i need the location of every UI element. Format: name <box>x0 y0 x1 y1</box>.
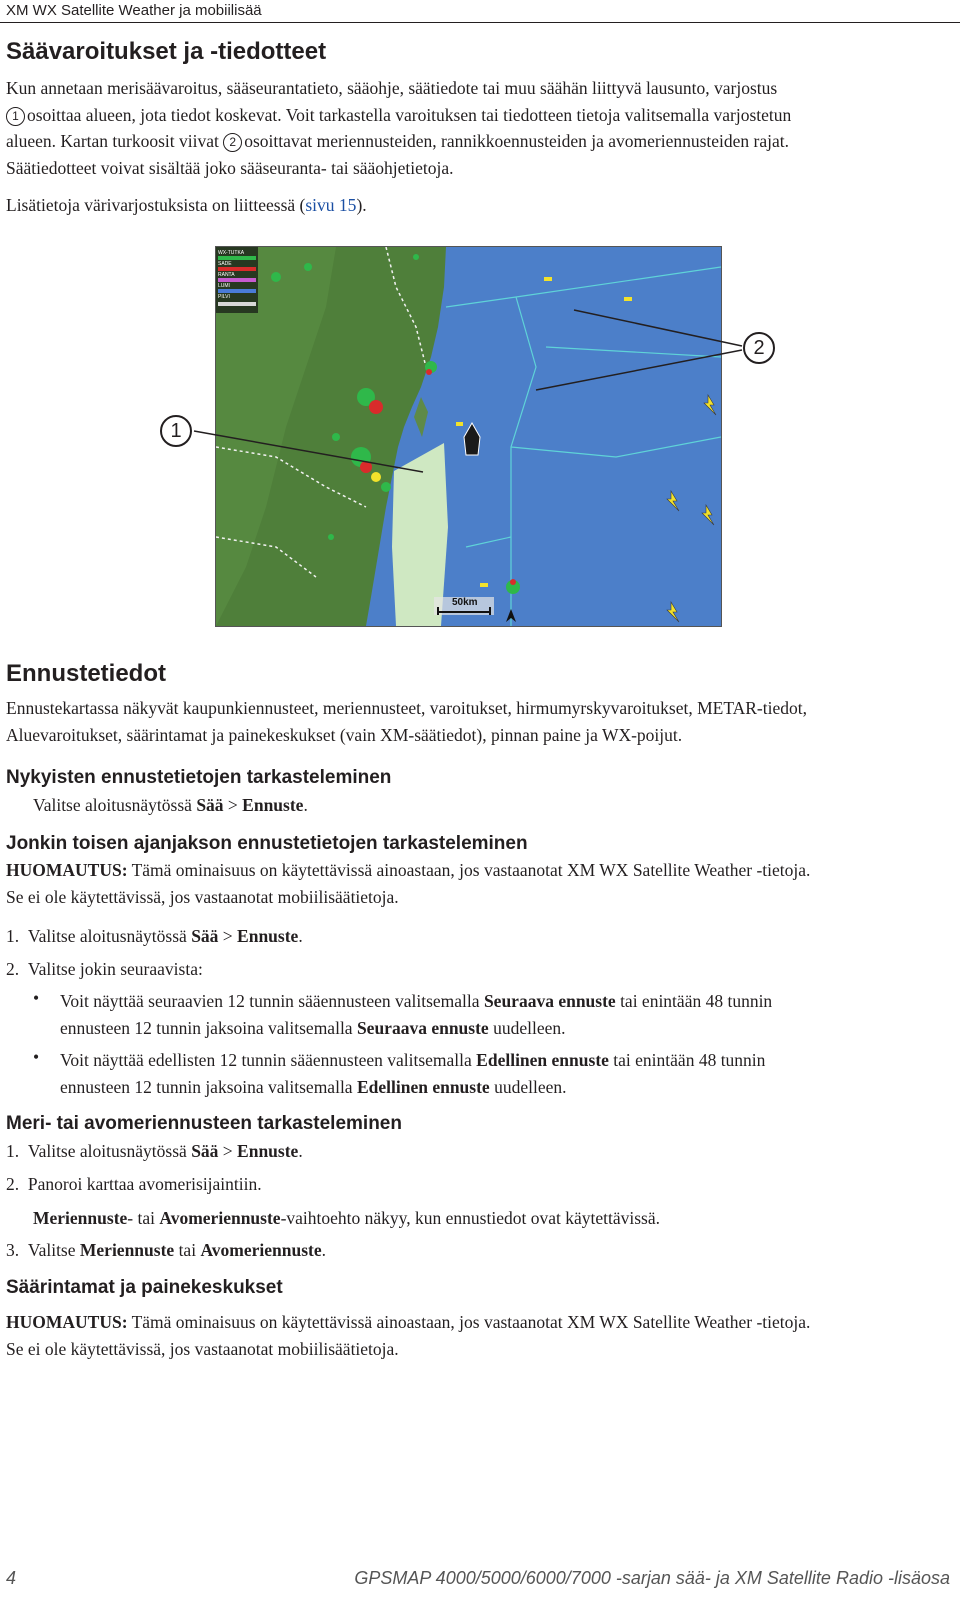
legend-label: LUMI <box>218 283 230 289</box>
text: ennusteen 12 tunnin jaksoina valitsemalla <box>60 1076 357 1097</box>
note-xm-only <box>6 1309 951 1362</box>
bullet-line <box>60 1074 950 1101</box>
text: Valitse <box>27 1240 80 1260</box>
option-seuraava-ennuste: Seuraava ennuste <box>483 991 616 1011</box>
menu-ennuste: Ennuste <box>242 795 304 815</box>
note-line <box>6 1309 951 1336</box>
menu-saa: Sää <box>191 1141 219 1161</box>
legend-label: SADE <box>218 261 232 267</box>
para-line <box>6 128 951 155</box>
step-2 <box>6 1171 262 1198</box>
callout-1-figure: 1 <box>160 415 192 447</box>
text: uudelleen. <box>488 1017 566 1038</box>
text: Voit näyttää seuraavien 12 tunnin sääennusteen valitsemalla <box>60 991 484 1011</box>
scale-label: 50km <box>452 597 478 608</box>
text: . <box>298 926 303 946</box>
page-number: 4 <box>6 1568 17 1588</box>
para-line-text: osoittaa alueen, jota tiedot koskevat. Voit tarkastella varoituksen tai tiedotteen tietoja valitsemalla varjostetun <box>27 104 792 125</box>
heading-meri-avomeri: Meri- tai avomeriennusteen tarkasteleminen <box>6 1113 402 1134</box>
step-note <box>33 1205 660 1232</box>
step-number: 1. <box>6 926 20 946</box>
note-label: HUOMAUTUS: <box>6 860 128 880</box>
separator: > <box>218 926 238 946</box>
para-line <box>6 102 951 129</box>
para-line: Kun annetaan merisäävaroitus, sääseurantatieto, sääohje, säätiedote tai muu säähän liittyvä lausunto, varjostus <box>6 78 778 98</box>
option-edellinen-ennuste: Edellinen ennuste <box>356 1076 490 1097</box>
text: Valitse jokin seuraavista: <box>27 959 203 979</box>
separator: > <box>223 795 243 815</box>
callout-2-inline: 2 <box>223 133 242 152</box>
option-meriennuste: Meriennuste <box>79 1240 175 1260</box>
callout-2-figure: 2 <box>743 332 775 364</box>
step-number: 2. <box>6 1174 20 1194</box>
option-meriennuste: Meriennuste <box>33 1208 128 1228</box>
option-edellinen-ennuste: Edellinen ennuste <box>476 1050 609 1070</box>
para-line-text: osoittavat meriennusteiden, rannikkoennusteiden ja avomeriennusteiden rajat. <box>244 131 789 151</box>
bullet-line <box>60 1015 950 1042</box>
heading-saavaroitukset: Säävaroitukset ja -tiedotteet <box>6 38 327 65</box>
separator: > <box>218 1141 238 1161</box>
callout-1-inline: 1 <box>6 107 25 126</box>
text: . <box>298 1141 303 1161</box>
note-label: HUOMAUTUS: <box>6 1312 128 1332</box>
bullet-line <box>60 1047 950 1074</box>
heading-nykyisten: Nykyisten ennustetietojen tarkasteleminen <box>6 767 392 788</box>
running-header <box>0 0 960 23</box>
header-title: XM WX Satellite Weather ja mobiilisää <box>6 2 262 19</box>
text: tai <box>174 1240 201 1260</box>
text: tai enintään 48 tunnin <box>608 1050 766 1070</box>
instruction-current-forecast <box>33 792 308 819</box>
bullet-next-forecast <box>60 988 950 1041</box>
menu-saa: Sää <box>196 795 224 815</box>
step-1 <box>6 1138 303 1165</box>
option-seuraava-ennuste: Seuraava ennuste <box>356 1017 489 1038</box>
text: Panoroi karttaa avomerisijaintiin. <box>27 1174 262 1194</box>
para-line: Aluevaroitukset, säärintamat ja painekeskukset (vain XM-säätiedot), pinnan paine ja WX-poijut. <box>6 724 683 745</box>
heading-ennustetiedot: Ennustetiedot <box>6 660 166 687</box>
text: tai enintään 48 tunnin <box>615 991 773 1011</box>
paragraph-forecast <box>6 695 951 748</box>
heading-jonkin-toisen: Jonkin toisen ajanjakson ennustetietojen tarkasteleminen <box>6 833 528 854</box>
option-avomeriennuste: Avomeriennuste <box>159 1208 281 1228</box>
appendix-text-end: ). <box>356 195 367 215</box>
text: uudelleen. <box>489 1076 567 1097</box>
step-number: 1. <box>6 1141 20 1161</box>
legend-label: WX-TUTKA <box>218 250 245 256</box>
bullet-mark: • <box>33 1047 40 1067</box>
bullet-line <box>60 988 950 1015</box>
para-line-text: alueen. Kartan turkoosit viivat <box>6 131 219 151</box>
text: . <box>303 795 308 815</box>
text: Valitse aloitusnäytössä <box>33 795 197 815</box>
legend-label: PILVI <box>218 294 230 300</box>
note-xm-only <box>6 857 951 910</box>
step-number: 3. <box>6 1240 20 1260</box>
text: Valitse aloitusnäytössä <box>27 926 192 946</box>
text: Valitse aloitusnäytössä <box>27 1141 192 1161</box>
text: -vaihtoehto näkyy, kun ennustiedot ovat käytettävissä. <box>280 1208 660 1228</box>
text: Voit näyttää edellisten 12 tunnin sääennusteen valitsemalla <box>60 1050 477 1070</box>
menu-saa: Sää <box>191 926 219 946</box>
menu-ennuste: Ennuste <box>237 926 299 946</box>
para-line: Ennustekartassa näkyvät kaupunkiennusteet, meriennusteet, varoitukset, hirmumyrskyvaroitukset, METAR-tiedot, <box>6 698 807 718</box>
step-3 <box>6 1237 326 1264</box>
text: . <box>321 1240 326 1260</box>
text: ennusteen 12 tunnin jaksoina valitsemalla <box>60 1017 357 1038</box>
page-link[interactable]: sivu 15 <box>305 195 357 215</box>
note-line: Se ei ole käytettävissä, jos vastaanotat mobiilisäätietoja. <box>6 886 399 907</box>
paragraph-see-appendix <box>6 192 367 219</box>
footer-doc-title: GPSMAP 4000/5000/6000/7000 -sarjan sää- ja XM Satellite Radio -lisäosa <box>354 1568 950 1588</box>
step-2 <box>6 956 203 983</box>
appendix-text: Lisätietoja värivarjostuksista on liitteessä ( <box>6 195 306 215</box>
step-number: 2. <box>6 959 20 979</box>
menu-ennuste: Ennuste <box>237 1141 299 1161</box>
bullet-prev-forecast <box>60 1047 950 1100</box>
legend-label: RANTA <box>218 272 235 278</box>
option-avomeriennuste: Avomeriennuste <box>200 1240 322 1260</box>
step-1 <box>6 923 303 950</box>
callout-leader-lines <box>180 300 770 490</box>
text: - tai <box>127 1208 160 1228</box>
para-line: Säätiedotteet voivat sisältää joko sääseuranta- tai sääohjetietoja. <box>6 157 454 178</box>
heading-saarintamat: Säärintamat ja painekeskukset <box>6 1277 283 1298</box>
note-line <box>6 857 951 884</box>
note-text: Tämä ominaisuus on käytettävissä ainoastaan, jos vastaanotat XM WX Satellite Weather -tietoja. <box>127 860 811 880</box>
note-text: Tämä ominaisuus on käytettävissä ainoastaan, jos vastaanotat XM WX Satellite Weather -tietoja. <box>127 1312 811 1332</box>
bullet-mark: • <box>33 988 40 1008</box>
note-line: Se ei ole käytettävissä, jos vastaanotat mobiilisäätietoja. <box>6 1338 399 1359</box>
paragraph-warnings <box>6 75 951 181</box>
legend-labels <box>218 248 244 303</box>
